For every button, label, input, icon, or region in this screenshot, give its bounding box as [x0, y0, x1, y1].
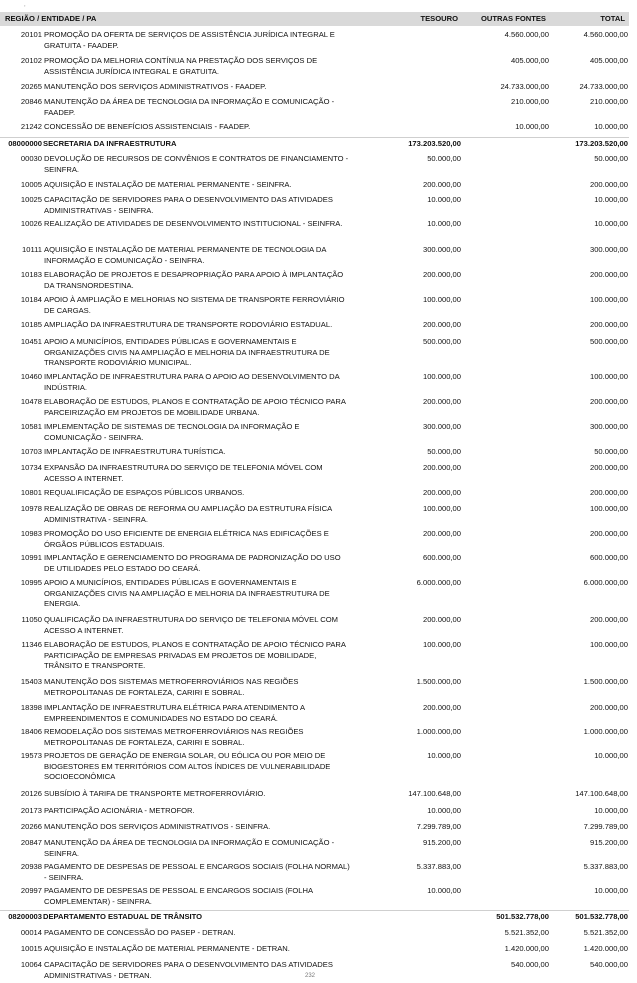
row-description: EXPANSÃO DA INFRAESTRUTURA DO SERVIÇO DE TELEFONIA MÓVEL COM ACESSO A INTERNET. [44, 463, 323, 483]
row-outras-fontes: 10.000,00 [515, 122, 549, 131]
row-code: 10005 [20, 180, 42, 189]
row-total: 4.560.000,00 [583, 30, 628, 39]
row-total: 10.000,00 [594, 751, 628, 760]
row-total: 173.203.520,00 [575, 139, 628, 148]
row-code: 20173 [20, 806, 42, 815]
row-tesouro: 200.000,00 [422, 488, 461, 497]
row-description: IMPLANTAÇÃO E GERENCIAMENTO DO PROGRAMA DE PADRONIZAÇÃO DO USO DE UTILIDADES PELO ESTADO DO CEARÁ. [44, 553, 341, 573]
row-description: IMPLANTAÇÃO DE INFRAESTRUTURA ELÉTRICA PARA ATENDIMENTO A EMPREENDIMENTOS E COMUNIDADES NO ESTADO DO CEARÁ. [44, 703, 305, 723]
row-tesouro: 200.000,00 [422, 180, 461, 189]
row-code: 10978 [20, 504, 42, 513]
row-description: MANUTENÇÃO DOS SERVIÇOS ADMINISTRATIVOS - FAADEP. [44, 82, 267, 91]
row-description: DEVOLUÇÃO DE RECURSOS DE CONVÊNIOS E CONTRATOS DE FINANCIAMENTO - SEINFRA. [44, 154, 349, 174]
row-code: 00030 [20, 154, 42, 163]
row-description: REALIZAÇÃO DE OBRAS DE REFORMA OU AMPLIAÇÃO DA ESTRUTURA FÍSICA ADMINISTRATIVA - SEINFRA. [44, 504, 332, 524]
row-tesouro: 7.299.789,00 [416, 822, 461, 831]
row-total: 1.500.000,00 [583, 677, 628, 686]
row-total: 200.000,00 [589, 270, 628, 279]
row-code: 15403 [20, 677, 42, 686]
row-total: 5.337.883,00 [583, 862, 628, 871]
row-code: 20847 [20, 838, 42, 847]
row-total: 1.420.000,00 [583, 944, 628, 953]
row-tesouro: 200.000,00 [422, 397, 461, 406]
row-description: APOIO A MUNICÍPIOS, ENTIDADES PÚBLICAS E GOVERNAMENTAIS E ORGANIZAÇÕES CIVIS NA AMPLIAÇÃO E MELHORIA DA INFRAESTRUTURA DE TRANSPORTE RODOVIÁRIO MUNICIPAL. [44, 337, 330, 368]
row-total: 50.000,00 [594, 154, 628, 163]
row-description: PROJETOS DE GERAÇÃO DE ENERGIA SOLAR, OU EÓLICA OU POR MEIO DE BIOGESTORES EM TERRITÓRIOS COM ALTOS ÍNDICES DE VULNERABILIDADE SOCIOECONÔMICA [44, 751, 331, 782]
row-code: 10183 [20, 270, 42, 279]
row-total: 100.000,00 [589, 372, 628, 381]
row-total: 10.000,00 [594, 122, 628, 131]
row-description: MANUTENÇÃO DA ÁREA DE TECNOLOGIA DA INFORMAÇÃO E COMUNICAÇÃO - SEINFRA. [44, 838, 335, 858]
row-total: 100.000,00 [589, 640, 628, 649]
row-code: 21242 [20, 122, 42, 131]
row-code: 11346 [21, 640, 42, 649]
row-tesouro: 100.000,00 [422, 640, 461, 649]
row-total: 200.000,00 [589, 180, 628, 189]
row-description: REALIZAÇÃO DE ATIVIDADES DE DESENVOLVIMENTO INSTITUCIONAL - SEINFRA. [44, 219, 343, 228]
row-total: 200.000,00 [589, 703, 628, 712]
row-code: 10703 [20, 447, 42, 456]
row-code: 20997 [20, 886, 42, 895]
row-code: 10015 [20, 944, 42, 953]
row-description: AQUISIÇÃO E INSTALAÇÃO DE MATERIAL PERMANENTE DE TECNOLOGIA DA INFORMAÇÃO E COMUNICAÇÃO - SEINFRA. [44, 245, 327, 265]
row-total: 200.000,00 [589, 615, 628, 624]
row-total: 200.000,00 [589, 488, 628, 497]
page-number: 232 [305, 973, 316, 979]
row-outras-fontes: 210.000,00 [510, 97, 549, 106]
row-code: 20102 [20, 56, 42, 65]
row-tesouro: 173.203.520,00 [408, 139, 461, 148]
row-tesouro: 6.000.000,00 [416, 578, 461, 587]
row-code: 10025 [20, 195, 42, 204]
row-tesouro: 100.000,00 [422, 504, 461, 513]
row-description: SECRETARIA DA INFRAESTRUTURA [43, 139, 177, 148]
row-tesouro: 200.000,00 [422, 615, 461, 624]
row-total: 6.000.000,00 [583, 578, 628, 587]
header-total: TOTAL [600, 14, 625, 23]
row-description: CAPACITAÇÃO DE SERVIDORES PARA O DESENVOLVIMENTO DAS ATIVIDADES ADMINISTRATIVAS - DETRAN. [44, 960, 333, 980]
row-description: CAPACITAÇÃO DE SERVIDORES PARA O DESENVOLVIMENTO DAS ATIVIDADES ADMINISTRATIVAS - SEINFRA. [44, 195, 333, 215]
table-header [0, 12, 629, 26]
row-total: 5.521.352,00 [583, 928, 628, 937]
row-description: PARTICIPAÇÃO ACIONÁRIA - METROFOR. [44, 806, 195, 815]
row-total: 100.000,00 [589, 504, 628, 513]
row-description: AQUISIÇÃO E INSTALAÇÃO DE MATERIAL PERMANENTE - DETRAN. [44, 944, 290, 953]
row-tesouro: 200.000,00 [422, 463, 461, 472]
row-code: 10111 [22, 245, 42, 254]
row-code: 08000000 [8, 139, 42, 148]
row-description: PAGAMENTO DE DESPESAS DE PESSOAL E ENCARGOS SOCIAIS (FOLHA NORMAL) - SEINFRA. [44, 862, 350, 882]
row-code: 10581 [20, 422, 42, 431]
row-description: REQUALIFICAÇÃO DE ESPAÇOS PÚBLICOS URBANOS. [44, 488, 245, 497]
row-total: 405.000,00 [589, 56, 628, 65]
row-description: IMPLEMENTAÇÃO DE SISTEMAS DE TECNOLOGIA DA INFORMAÇÃO E COMUNICAÇÃO - SEINFRA. [44, 422, 300, 442]
row-description: REMODELAÇÃO DOS SISTEMAS METROFERROVIÁRIOS NAS REGIÕES METROPOLITANAS DE FORTALEZA, CARIRI E SOBRAL. [44, 727, 304, 747]
row-tesouro: 200.000,00 [422, 270, 461, 279]
row-tesouro: 915.200,00 [422, 838, 461, 847]
row-total: 147.100.648,00 [575, 789, 628, 798]
row-tesouro: 5.337.883,00 [416, 862, 461, 871]
row-total: 300.000,00 [589, 245, 628, 254]
row-description: MANUTENÇÃO DOS SERVIÇOS ADMINISTRATIVOS - SEINFRA. [44, 822, 271, 831]
row-total: 300.000,00 [589, 422, 628, 431]
row-tesouro: 500.000,00 [422, 337, 461, 346]
row-code: 20266 [20, 822, 42, 831]
row-description: SUBSÍDIO À TARIFA DE TRANSPORTE METROFERROVIÁRIO. [44, 789, 266, 798]
row-tesouro: 200.000,00 [422, 529, 461, 538]
row-code: 10026 [20, 219, 42, 228]
row-description: MANUTENÇÃO DOS SISTEMAS METROFERROVIÁRIOS NAS REGIÕES METROPOLITANAS DE FORTALEZA, CARIRI E SOBRAL. [44, 677, 299, 697]
row-total: 210.000,00 [589, 97, 628, 106]
row-outras-fontes: 4.560.000,00 [504, 30, 549, 39]
header-tesouro: TESOURO [420, 14, 458, 23]
row-code: 10801 [20, 488, 42, 497]
row-tesouro: 50.000,00 [427, 447, 461, 456]
row-total: 200.000,00 [589, 463, 628, 472]
row-tesouro: 10.000,00 [427, 886, 461, 895]
row-tesouro: 600.000,00 [422, 553, 461, 562]
row-description: APOIO A MUNICÍPIOS, ENTIDADES PÚBLICAS E GOVERNAMENTAIS E ORGANIZAÇÕES CIVIS NA AMPLIAÇÃO E MELHORIA DA INFRAESTRUTURA DE ENERGIA. [44, 578, 330, 609]
row-total: 10.000,00 [594, 886, 628, 895]
row-description: DEPARTAMENTO ESTADUAL DE TRÂNSITO [43, 912, 203, 921]
row-tesouro: 200.000,00 [422, 320, 461, 329]
row-total: 200.000,00 [589, 397, 628, 406]
row-total: 50.000,00 [594, 447, 628, 456]
row-total: 540.000,00 [589, 960, 628, 969]
row-description: PAGAMENTO DE DESPESAS DE PESSOAL E ENCARGOS SOCIAIS (FOLHA COMPLEMENTAR) - SEINFRA. [44, 886, 313, 906]
row-tesouro: 300.000,00 [422, 245, 461, 254]
header-region: REGIÃO / ENTIDADE / PA [5, 14, 97, 23]
row-total: 7.299.789,00 [583, 822, 628, 831]
row-description: APOIO À AMPLIAÇÃO E MELHORIAS NO SISTEMA DE TRANSPORTE FERROVIÁRIO DE CARGAS. [44, 295, 345, 315]
row-tesouro: 147.100.648,00 [408, 789, 461, 798]
row-code: 10983 [20, 529, 42, 538]
row-code: 08200003 [8, 912, 42, 921]
row-description: ELABORAÇÃO DE PROJETOS E DESAPROPRIAÇÃO PARA APOIO À IMPLANTAÇÃO DA TRANSNORDESTINA. [44, 270, 344, 290]
row-outras-fontes: 1.420.000,00 [504, 944, 549, 953]
row-total: 200.000,00 [589, 529, 628, 538]
row-description: AMPLIAÇÃO DA INFRAESTRUTURA DE TRANSPORTE RODOVIÁRIO ESTADUAL. [44, 320, 333, 329]
row-code: 20101 [20, 30, 42, 39]
row-outras-fontes: 405.000,00 [510, 56, 549, 65]
row-code: 10478 [20, 397, 42, 406]
row-tesouro: 50.000,00 [427, 154, 461, 163]
row-outras-fontes: 501.532.778,00 [496, 912, 549, 921]
row-code: 10995 [20, 578, 42, 587]
row-description: PROMOÇÃO DA OFERTA DE SERVIÇOS DE ASSISTÊNCIA JURÍDICA INTEGRAL E GRATUITA - FAADEP. [44, 30, 335, 50]
row-total: 600.000,00 [589, 553, 628, 562]
row-code: 10064 [20, 960, 42, 969]
row-code: 20126 [20, 789, 42, 798]
row-code: 10184 [20, 295, 42, 304]
row-description: AQUISIÇÃO E INSTALAÇÃO DE MATERIAL PERMANENTE - SEINFRA. [44, 180, 292, 189]
row-code: 10185 [20, 320, 42, 329]
row-code: 10460 [20, 372, 42, 381]
row-description: PROMOÇÃO DA MELHORIA CONTÍNUA NA PRESTAÇÃO DOS SERVIÇOS DE ASSISTÊNCIA JURÍDICA INTEGRAL E GRATUITA. [44, 56, 318, 76]
top-mark: , [24, 2, 26, 8]
row-description: PROMOÇÃO DO USO EFICIENTE DE ENERGIA ELÉTRICA NAS EDIFICAÇÕES E ÓRGÃOS PÚBLICOS ESTADUAIS. [44, 529, 329, 549]
row-outras-fontes: 24.733.000,00 [500, 82, 549, 91]
row-code: 11050 [21, 615, 42, 624]
row-total: 501.532.778,00 [575, 912, 628, 921]
row-description: IMPLANTAÇÃO DE INFRAESTRUTURA PARA O APOIO AO DESENVOLVIMENTO DA INDÚSTRIA. [44, 372, 340, 392]
row-code: 18406 [20, 727, 42, 736]
row-description: ELABORAÇÃO DE ESTUDOS, PLANOS E CONTRATAÇÃO DE APOIO TÉCNICO PARA PARTICIPAÇÃO DE EMPRESAS PRIVADAS EM PROJETOS DE MOBILIDADE, TRÂNSITO E TRANSPORTE. [44, 640, 346, 671]
row-total: 10.000,00 [594, 219, 628, 228]
row-description: CONCESSÃO DE BENEFÍCIOS ASSISTENCIAIS - FAADEP. [44, 122, 251, 131]
row-description: PAGAMENTO DE CONCESSÃO DO PASEP - DETRAN. [44, 928, 236, 937]
row-code: 00014 [20, 928, 42, 937]
row-total: 1.000.000,00 [583, 727, 628, 736]
row-tesouro: 100.000,00 [422, 295, 461, 304]
row-tesouro: 200.000,00 [422, 703, 461, 712]
row-tesouro: 10.000,00 [427, 219, 461, 228]
row-description: MANUTENÇÃO DA ÁREA DE TECNOLOGIA DA INFORMAÇÃO E COMUNICAÇÃO - FAADEP. [44, 97, 335, 117]
row-outras-fontes: 540.000,00 [510, 960, 549, 969]
row-outras-fontes: 5.521.352,00 [504, 928, 549, 937]
header-outras-fontes: OUTRAS FONTES [481, 14, 546, 23]
row-tesouro: 300.000,00 [422, 422, 461, 431]
row-total: 915.200,00 [589, 838, 628, 847]
row-tesouro: 10.000,00 [427, 806, 461, 815]
row-tesouro: 100.000,00 [422, 372, 461, 381]
row-code: 10734 [20, 463, 42, 472]
row-code: 20265 [20, 82, 42, 91]
row-tesouro: 1.500.000,00 [416, 677, 461, 686]
row-total: 200.000,00 [589, 320, 628, 329]
row-tesouro: 10.000,00 [427, 751, 461, 760]
row-code: 19573 [20, 751, 42, 760]
row-total: 10.000,00 [594, 195, 628, 204]
row-code: 18398 [20, 703, 42, 712]
row-description: ELABORAÇÃO DE ESTUDOS, PLANOS E CONTRATAÇÃO DE APOIO TÉCNICO PARA PARCEIRIZAÇÃO EM PROJETOS DE MOBILIDADE URBANA. [44, 397, 346, 417]
row-description: IMPLANTAÇÃO DE INFRAESTRUTURA TURÍSTICA. [44, 447, 226, 456]
row-code: 20938 [20, 862, 42, 871]
row-total: 24.733.000,00 [579, 82, 628, 91]
row-total: 10.000,00 [594, 806, 628, 815]
row-description: QUALIFICAÇÃO DA INFRAESTRUTURA DO SERVIÇO DE TELEFONIA MÓVEL COM ACESSO A INTERNET. [44, 615, 338, 635]
row-tesouro: 10.000,00 [427, 195, 461, 204]
row-total: 100.000,00 [589, 295, 628, 304]
row-code: 20846 [20, 97, 42, 106]
row-code: 10991 [20, 553, 42, 562]
row-code: 10451 [20, 337, 42, 346]
row-tesouro: 1.000.000,00 [416, 727, 461, 736]
row-total: 500.000,00 [589, 337, 628, 346]
